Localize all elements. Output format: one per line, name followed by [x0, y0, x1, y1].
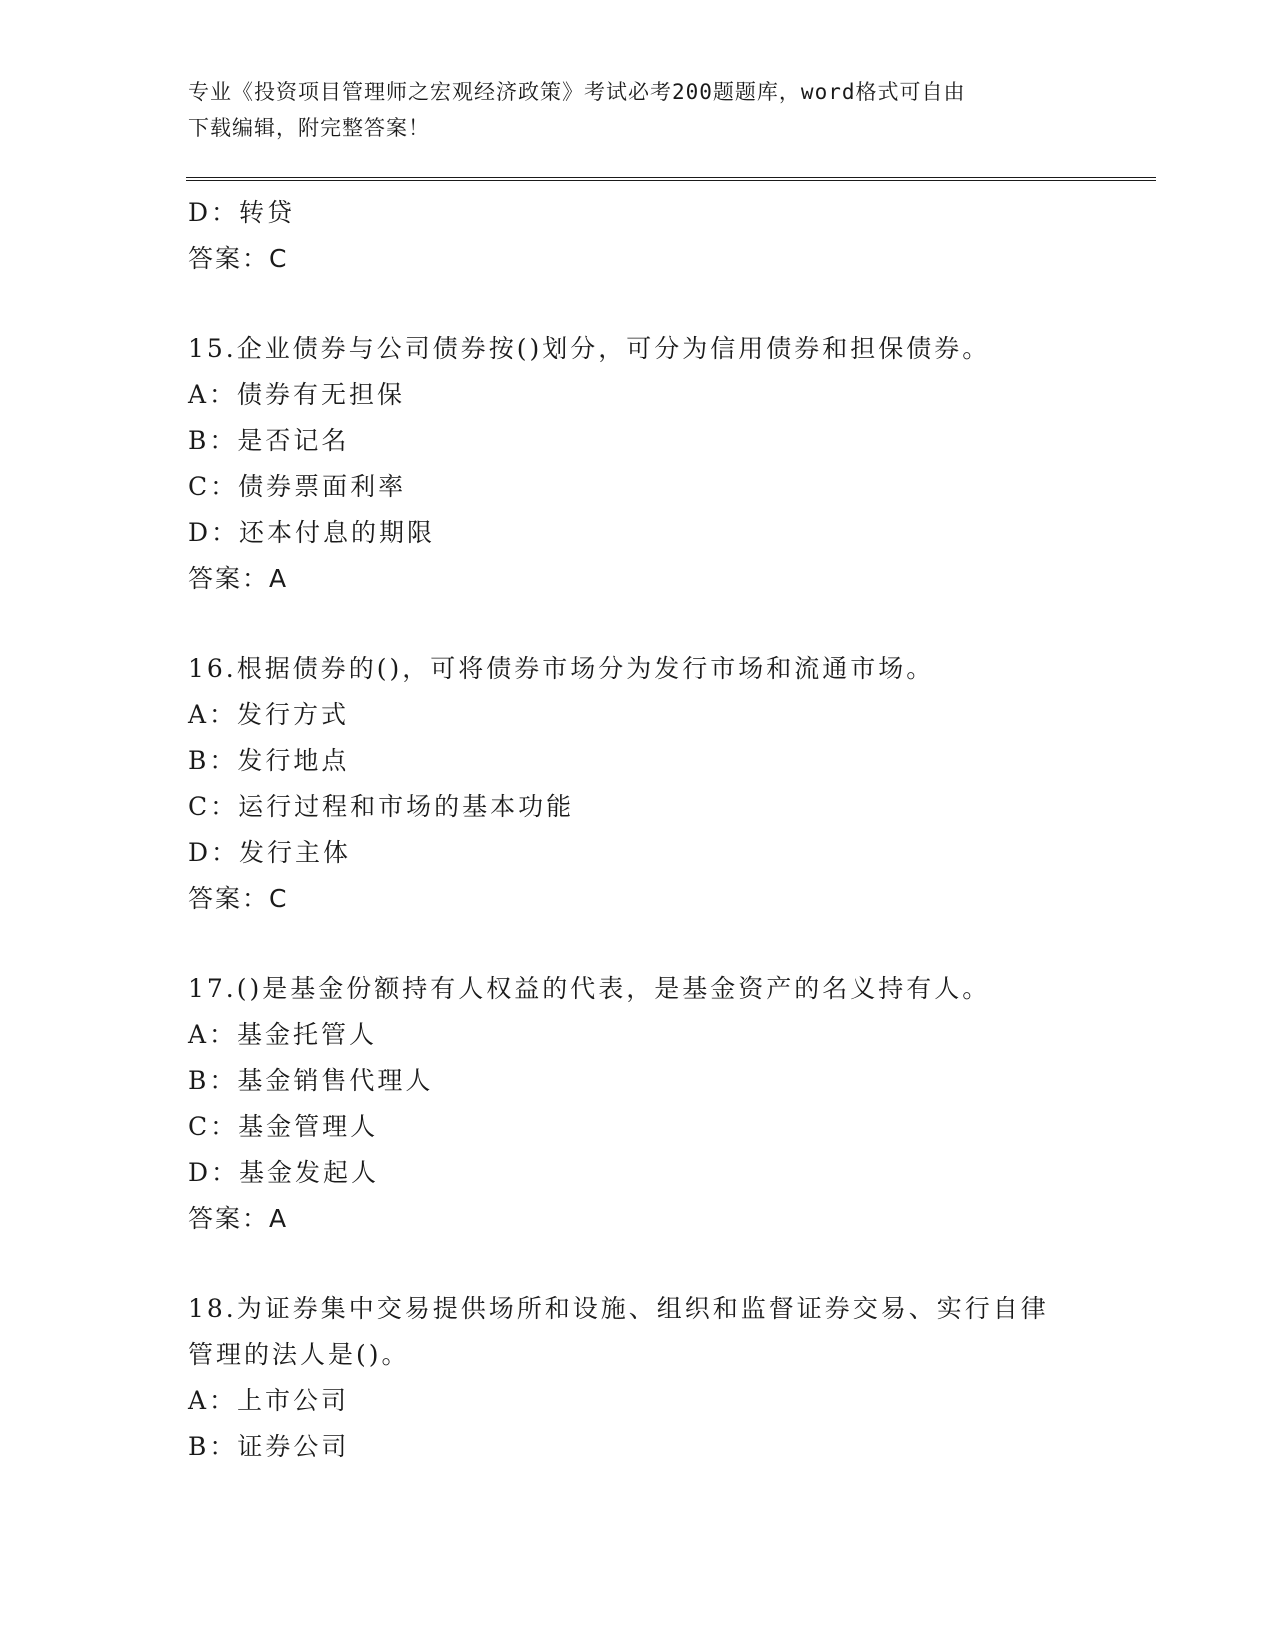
option-b: B：是否记名 [188, 426, 350, 455]
option-c: C：债券票面利率 [188, 472, 407, 501]
question-stem: 16.根据债券的()，可将债券市场分为发行市场和流通市场。 [188, 654, 935, 683]
question-18 [188, 1286, 1118, 1470]
question-list [188, 190, 1118, 1470]
option-a: A：基金托管人 [188, 1020, 378, 1049]
question-16 [188, 646, 1118, 922]
document-header [188, 74, 1088, 146]
option-b: B：发行地点 [188, 746, 350, 775]
answer-line: 答案：A [188, 1204, 289, 1233]
option-d: D：还本付息的期限 [188, 518, 436, 547]
question-stem-line-1: 18.为证券集中交易提供场所和设施、组织和监督证券交易、实行自律 [188, 1294, 1049, 1323]
header-line-1: 专业《投资项目管理师之宏观经济政策》考试必考200题题库，word格式可自由 [188, 80, 966, 104]
question-stem-line-2: 管理的法人是()。 [188, 1340, 410, 1369]
option-a: A：债券有无担保 [188, 380, 406, 409]
question-15 [188, 326, 1118, 602]
option-c: C：基金管理人 [188, 1112, 379, 1141]
question-stem: 17.()是基金份额持有人权益的代表，是基金资产的名义持有人。 [188, 974, 991, 1003]
answer-line: 答案：C [188, 244, 289, 273]
option-c: C：运行过程和市场的基本功能 [188, 792, 575, 821]
question-17 [188, 966, 1118, 1242]
option-d: D：基金发起人 [188, 1158, 380, 1187]
option-b: B：证券公司 [188, 1432, 350, 1461]
answer-line: 答案：A [188, 564, 289, 593]
option-d: D：发行主体 [188, 838, 352, 867]
option-d: D：转贷 [188, 198, 296, 227]
header-line-2: 下载编辑，附完整答案！ [188, 116, 430, 140]
header-divider [186, 177, 1156, 181]
option-a: A：上市公司 [188, 1386, 350, 1415]
carryover-block [188, 190, 1118, 282]
option-a: A：发行方式 [188, 700, 350, 729]
question-stem: 15.企业债券与公司债券按()划分，可分为信用债券和担保债券。 [188, 334, 991, 363]
answer-line: 答案：C [188, 884, 289, 913]
option-b: B：基金销售代理人 [188, 1066, 434, 1095]
